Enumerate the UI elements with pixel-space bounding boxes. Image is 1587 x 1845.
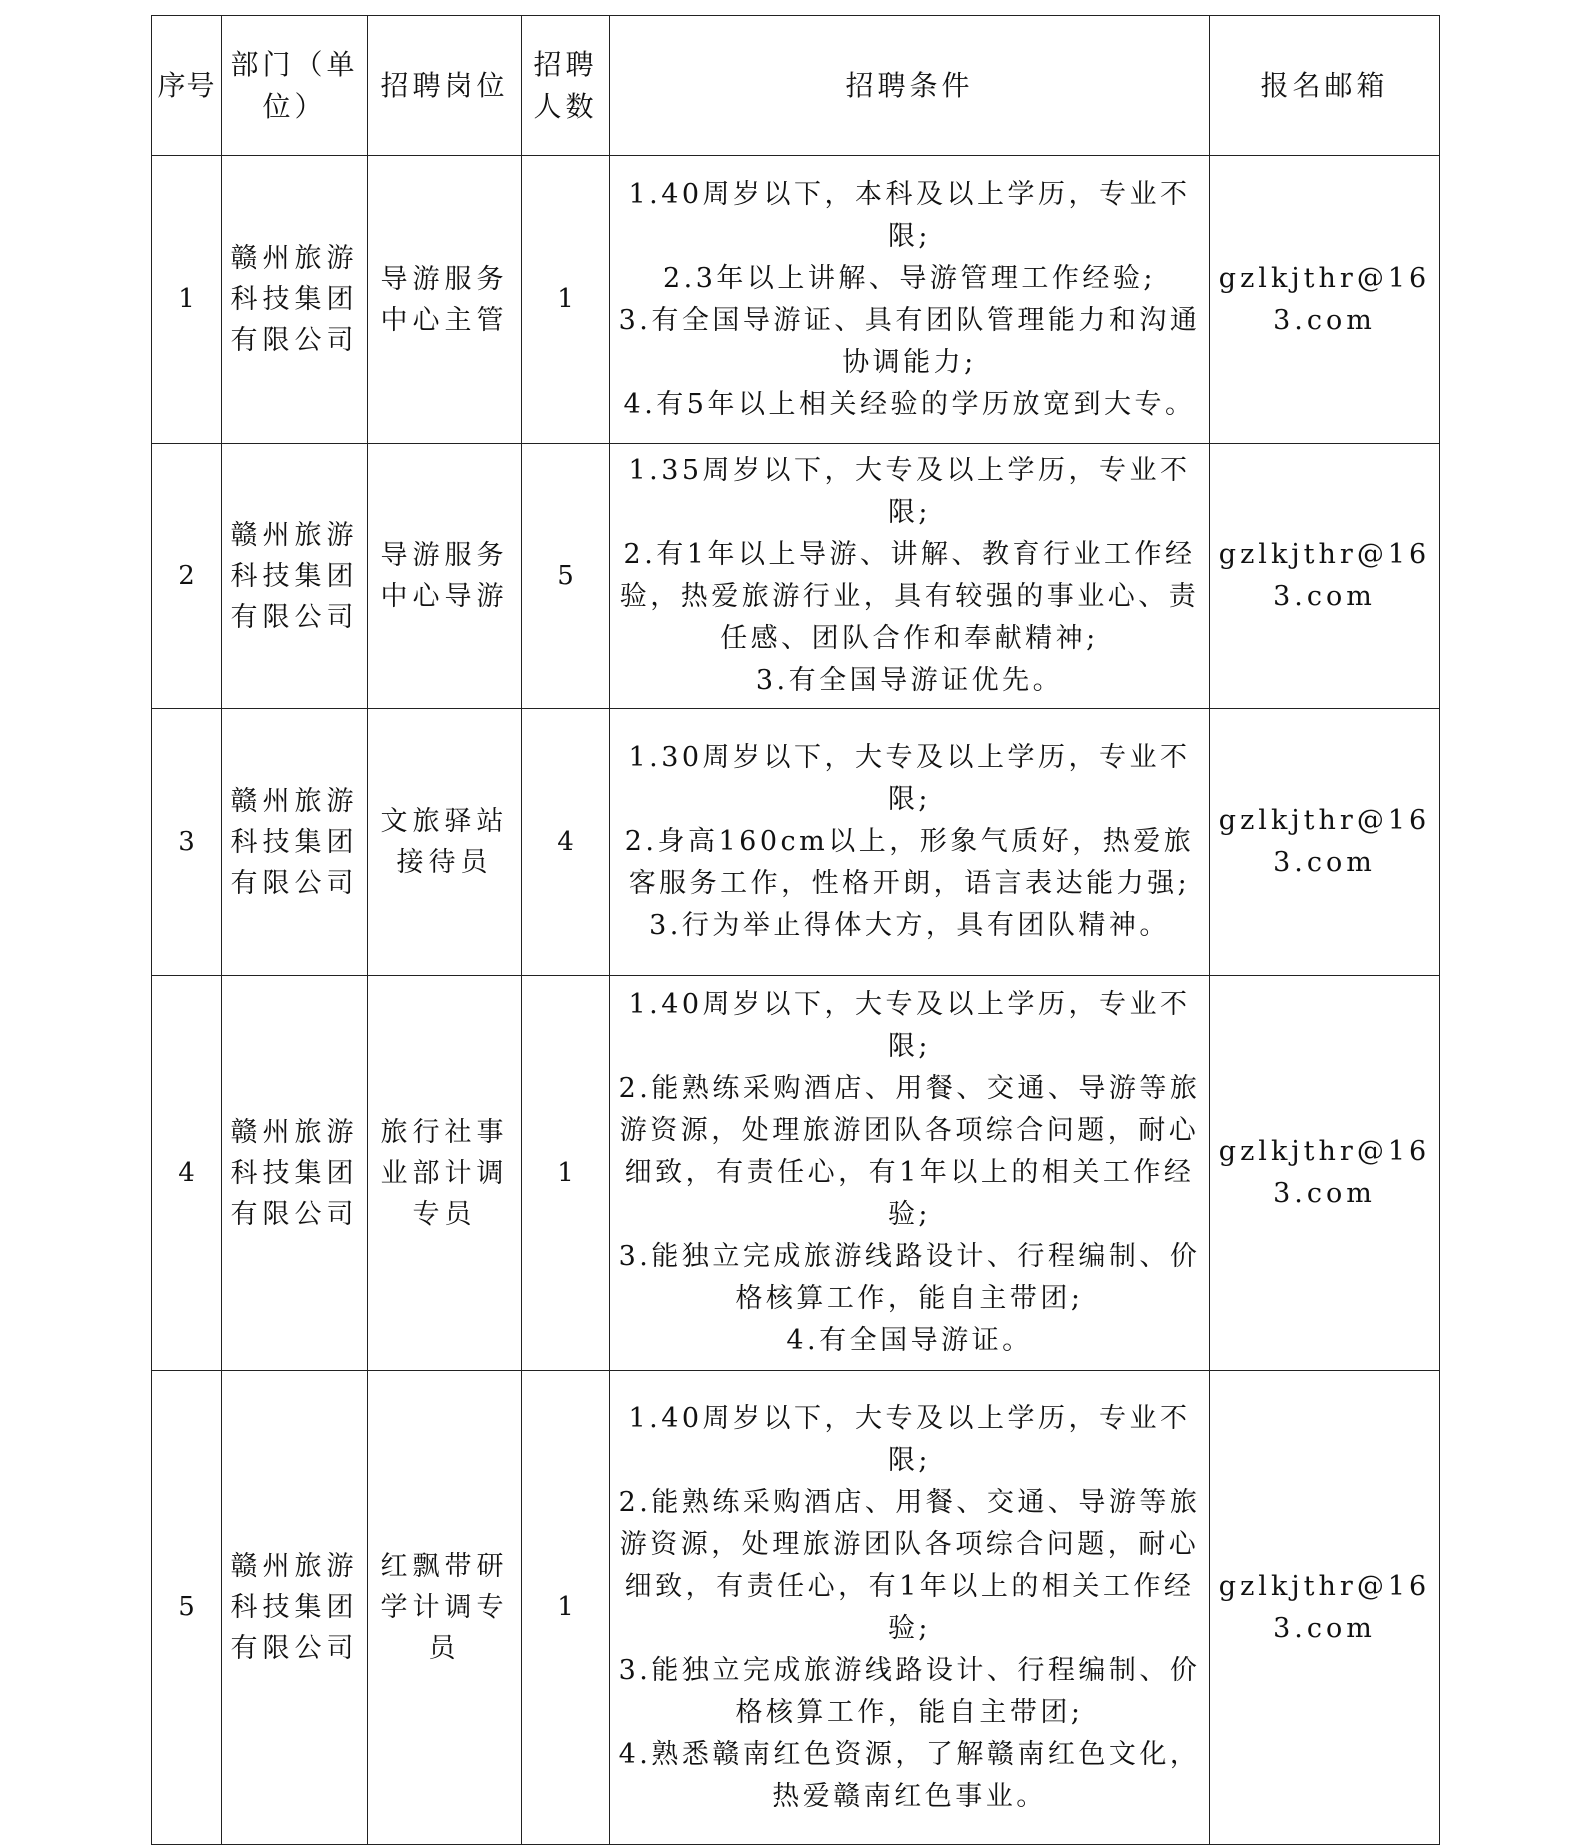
- table-row: [152, 976, 1440, 1371]
- row-conditions: [610, 976, 1210, 1371]
- condition-item: 3.行为举止得体大方，具有团队精神。: [649, 910, 1170, 941]
- row-dept: 赣州旅游科技集团有限公司: [222, 709, 368, 976]
- row-seq: 3: [152, 709, 222, 976]
- condition-item: 3.能独立完成旅游线路设计、行程编制、价格核算工作，能自主带团;: [618, 1654, 1201, 1728]
- row-count: 1: [522, 1371, 610, 1845]
- row-conditions: [610, 444, 1210, 709]
- row-dept: 赣州旅游科技集团有限公司: [222, 1371, 368, 1845]
- row-seq: 1: [152, 156, 222, 444]
- table-row: [152, 156, 1440, 444]
- condition-item: 2.能熟练采购酒店、用餐、交通、导游等旅游资源，处理旅游团队各项综合问题，耐心细致，有责任心，有1年以上的相关工作经验;: [618, 1073, 1201, 1230]
- condition-item: 2.3年以上讲解、导游管理工作经验;: [662, 262, 1157, 294]
- row-email: gzlkjthr@163.com: [1210, 444, 1440, 709]
- condition-item: 4.有全国导游证。: [786, 1325, 1033, 1356]
- header-count: 招聘人数: [522, 16, 610, 156]
- recruitment-table: [151, 15, 1440, 1845]
- table-row: [152, 709, 1440, 976]
- row-dept: 赣州旅游科技集团有限公司: [222, 444, 368, 709]
- header-post: 招聘岗位: [368, 16, 522, 156]
- condition-item: 2.身高160cm以上，形象气质好，热爱旅客服务工作，性格开朗，语言表达能力强;: [624, 826, 1195, 899]
- row-seq: 4: [152, 976, 222, 1371]
- condition-item: 1.30周岁以下，大专及以上学历，专业不限;: [628, 742, 1191, 815]
- row-seq: 5: [152, 1371, 222, 1845]
- row-post: 文旅驿站接待员: [368, 709, 522, 976]
- condition-item: 3.有全国导游证、具有团队管理能力和沟通协调能力;: [618, 304, 1201, 378]
- table-body: [152, 156, 1440, 1845]
- row-count: 1: [522, 976, 610, 1371]
- condition-item: 4.熟悉赣南红色资源，了解赣南红色文化，热爱赣南红色事业。: [618, 1738, 1201, 1812]
- row-count: 1: [522, 156, 610, 444]
- condition-item: 3.有全国导游证优先。: [755, 665, 1064, 696]
- condition-item: 1.35周岁以下，大专及以上学历，专业不限;: [628, 455, 1191, 528]
- row-dept: 赣州旅游科技集团有限公司: [222, 156, 368, 444]
- row-post: 导游服务中心主管: [368, 156, 522, 444]
- condition-item: 4.有5年以上相关经验的学历放宽到大专。: [623, 388, 1196, 420]
- row-seq: 2: [152, 444, 222, 709]
- row-email: gzlkjthr@163.com: [1210, 976, 1440, 1371]
- row-dept: 赣州旅游科技集团有限公司: [222, 976, 368, 1371]
- row-conditions: [610, 156, 1210, 444]
- header-conditions: 招聘条件: [610, 16, 1210, 156]
- row-post: 导游服务中心导游: [368, 444, 522, 709]
- condition-item: 2.有1年以上导游、讲解、教育行业工作经验，热爱旅游行业，具有较强的事业心、责任感、团队合作和奉献精神;: [619, 539, 1200, 654]
- row-email: gzlkjthr@163.com: [1210, 156, 1440, 444]
- condition-item: 2.能熟练采购酒店、用餐、交通、导游等旅游资源，处理旅游团队各项综合问题，耐心细致，有责任心，有1年以上的相关工作经验;: [618, 1486, 1201, 1644]
- table-row: [152, 1371, 1440, 1845]
- header-email: 报名邮箱: [1210, 16, 1440, 156]
- row-conditions: [610, 709, 1210, 976]
- condition-item: 3.能独立完成旅游线路设计、行程编制、价格核算工作，能自主带团;: [618, 1241, 1201, 1314]
- header-seq: 序号: [152, 16, 222, 156]
- condition-item: 1.40周岁以下，大专及以上学历，专业不限;: [628, 1402, 1191, 1476]
- condition-item: 1.40周岁以下，本科及以上学历，专业不限;: [628, 178, 1191, 252]
- row-post: 旅行社事业部计调专员: [368, 976, 522, 1371]
- row-post: 红飘带研学计调专员: [368, 1371, 522, 1845]
- header-row: [152, 16, 1440, 156]
- row-count: 5: [522, 444, 610, 709]
- condition-item: 1.40周岁以下，大专及以上学历，专业不限;: [628, 989, 1191, 1062]
- row-email: gzlkjthr@163.com: [1210, 1371, 1440, 1845]
- row-email: gzlkjthr@163.com: [1210, 709, 1440, 976]
- row-conditions: [610, 1371, 1210, 1845]
- table-row: [152, 444, 1440, 709]
- table-header: [152, 16, 1440, 156]
- row-count: 4: [522, 709, 610, 976]
- header-dept: 部门（单位）: [222, 16, 368, 156]
